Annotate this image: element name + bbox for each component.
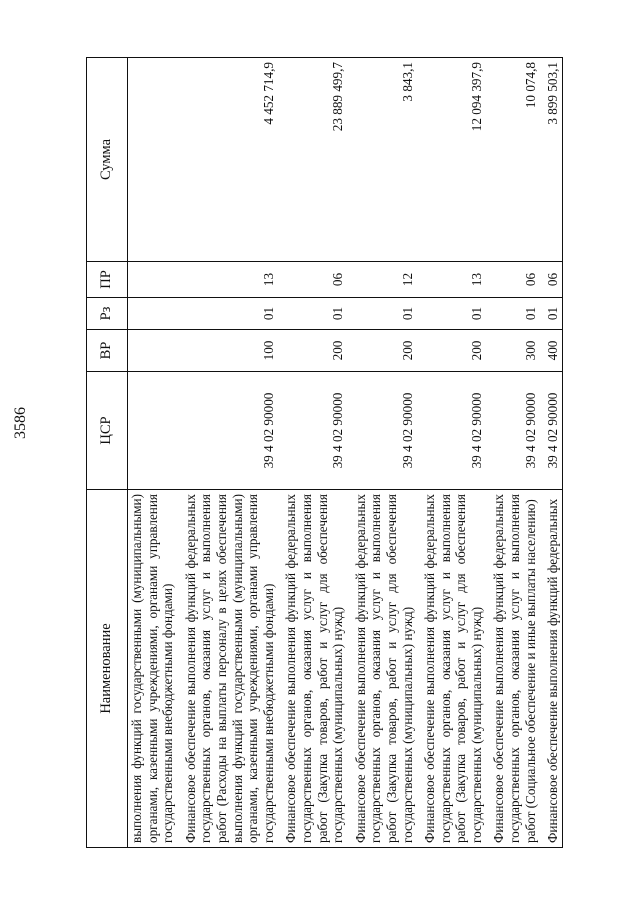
cell-rz: 01: [539, 298, 562, 330]
cell-rz: 01: [416, 298, 485, 330]
cell-csr: 39 4 02 90000: [177, 372, 278, 490]
cell-vr: 100: [177, 330, 278, 372]
cell-csr: 39 4 02 90000: [277, 372, 346, 490]
page-number: 3586: [12, 407, 29, 439]
cell-rz: 01: [347, 298, 416, 330]
cell-sum: 23 889 499,7: [277, 58, 346, 262]
cell-pr: 06: [277, 262, 346, 298]
cell-sum: 12 094 397,9: [416, 58, 485, 262]
cell-pr: 06: [539, 262, 562, 298]
table-header-row: [87, 58, 128, 848]
cell-name: Финансовое обеспечение выполнения функций федеральных государственных органов, оказания услуг и выполнения работ (Закупка товаров, работ и услуг для обеспечения государственных (муниципальных) нужд): [277, 490, 346, 848]
header-vr: ВР: [87, 330, 128, 372]
header-name: Наименование: [87, 490, 128, 848]
cell-csr: [128, 372, 177, 490]
cell-vr: 200: [347, 330, 416, 372]
cell-pr: 13: [416, 262, 485, 298]
cell-csr: 39 4 02 90000: [539, 372, 562, 490]
cell-sum: 3 843,1: [347, 58, 416, 262]
cell-pr: 12: [347, 262, 416, 298]
cell-rz: 01: [277, 298, 346, 330]
cell-rz: 01: [485, 298, 539, 330]
table-row: [347, 58, 416, 848]
table-row: [128, 58, 177, 848]
table-row: [177, 58, 278, 848]
rotated-page: [86, 58, 610, 848]
cell-rz: 01: [177, 298, 278, 330]
cell-name: Финансовое обеспечение выполнения функций федеральных государственных органов, оказания услуг и выполнения работ (Закупка товаров, работ и услуг для обеспечения государственных (муниципальных) нужд): [416, 490, 485, 848]
cell-vr: 300: [485, 330, 539, 372]
table-row: [539, 58, 562, 848]
cell-pr: 13: [177, 262, 278, 298]
cell-pr: 06: [485, 262, 539, 298]
cell-sum: 3 899 503,1: [539, 58, 562, 262]
table-row: [277, 58, 346, 848]
cell-vr: [128, 330, 177, 372]
cell-vr: 200: [416, 330, 485, 372]
cell-vr: 200: [277, 330, 346, 372]
table-row: [416, 58, 485, 848]
cell-csr: 39 4 02 90000: [485, 372, 539, 490]
cell-name: выполнения функций государственными (муниципальными) органами, казенными учреждениями, органами управления государственными внебюджетными фондами): [128, 490, 177, 848]
budget-table: [86, 57, 563, 848]
cell-name: Финансовое обеспечение выполнения функций федеральных государственных органов, оказания услуг и выполнения работ (Социальное обеспечение и иные выплаты населению): [485, 490, 539, 848]
cell-csr: 39 4 02 90000: [347, 372, 416, 490]
header-pr: ПР: [87, 262, 128, 298]
cell-name: Финансовое обеспечение выполнения функций федеральных: [539, 490, 562, 848]
header-rz: Рз: [87, 298, 128, 330]
cell-rz: [128, 298, 177, 330]
header-sum: Сумма: [87, 58, 128, 262]
cell-csr: 39 4 02 90000: [416, 372, 485, 490]
cell-vr: 400: [539, 330, 562, 372]
cell-sum: 10 074,8: [485, 58, 539, 262]
header-csr: ЦСР: [87, 372, 128, 490]
cell-name: Финансовое обеспечение выполнения функций федеральных государственных органов, оказания услуг и выполнения работ (Расходы на выплаты персоналу в целях обеспечения выполнения функций государственными (муниципальными) органами, казенными учреждениями, органами управления государственными внебюджетными фондами): [177, 490, 278, 848]
cell-sum: [128, 58, 177, 262]
cell-name: Финансовое обеспечение выполнения функций федеральных государственных органов, оказания услуг и выполнения работ (Закупка товаров, работ и услуг для обеспечения государственных (муниципальных) нужд): [347, 490, 416, 848]
table-row: [485, 58, 539, 848]
cell-sum: 4 452 714,9: [177, 58, 278, 262]
cell-pr: [128, 262, 177, 298]
